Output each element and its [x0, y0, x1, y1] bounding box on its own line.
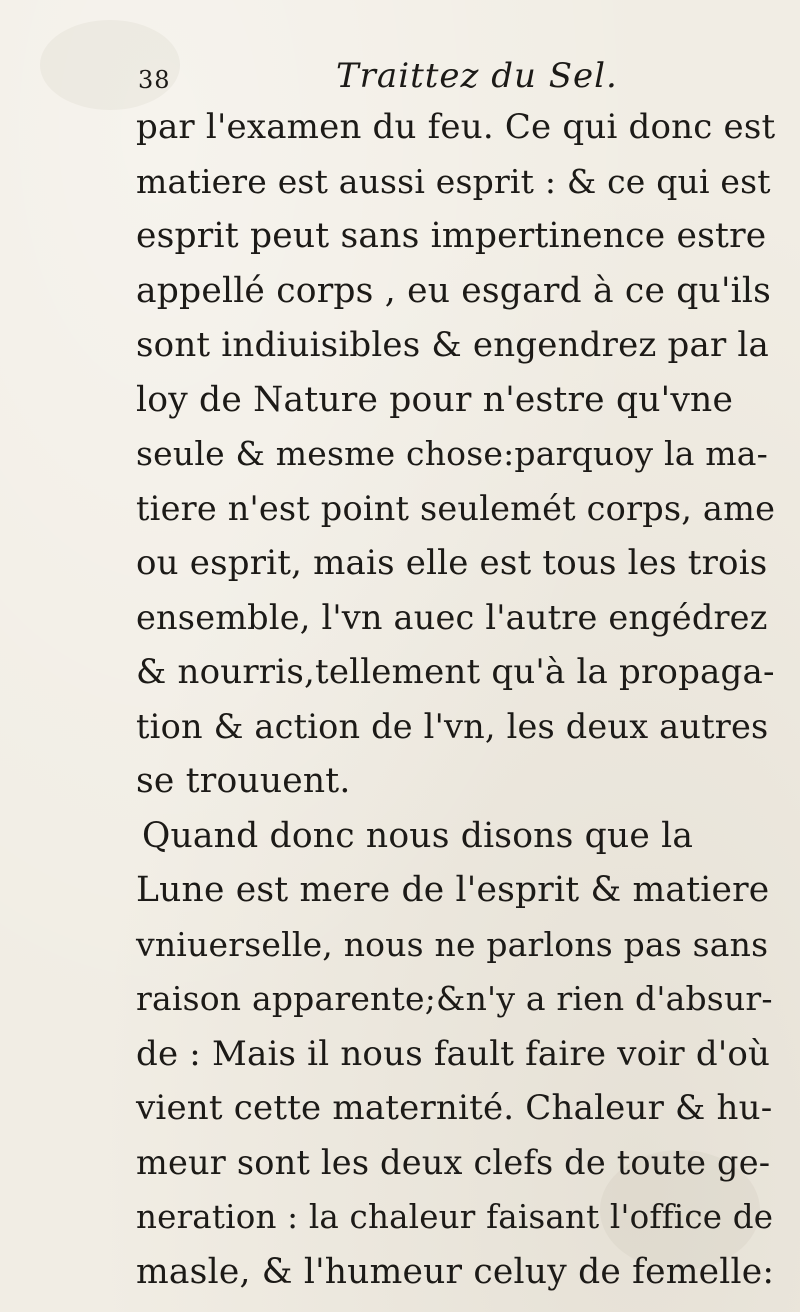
text-line: de : Mais il nous fault faire voir d'où: [136, 1033, 771, 1074]
text-line: par l'examen du feu. Ce qui donc est: [136, 107, 776, 147]
text-line: & nourris,tellement qu'à la propaga-: [136, 652, 775, 692]
text-line: loy de Nature pour n'estre qu'vne: [136, 379, 734, 420]
text-line: vient cette maternité. Chaleur & hu-: [136, 1088, 773, 1128]
text-line: meur sont les deux clefs de toute ge-: [136, 1142, 771, 1182]
running-title: Traittez du Sel.: [336, 56, 618, 96]
page-header: [138, 56, 758, 100]
text-line: appellé corps , eu esgard à ce qu'ils: [136, 270, 772, 311]
text-line: tion & action de l'vn, les deux autres: [136, 706, 769, 746]
text-line: se trouuent.: [136, 761, 351, 801]
body-text: [136, 100, 776, 1299]
text-line: ensemble, l'vn auec l'autre engédrez: [136, 597, 768, 637]
page-number: 38: [138, 66, 171, 94]
text-line: esprit peut sans impertinence estre: [136, 216, 767, 256]
paragraph-start-line: Quand donc nous disons que la: [142, 815, 694, 856]
text-line: seule & mesme chose:parquoy la ma-: [136, 434, 768, 473]
text-line: matiere est aussi esprit : & ce qui est: [136, 161, 771, 201]
text-line: tiere n'est point seulemét corps, ame: [136, 488, 776, 528]
text-line: ou esprit, mais elle est tous les trois: [136, 543, 768, 583]
text-line: neration : la chaleur faisant l'office de: [136, 1198, 774, 1236]
text-line: masle, & l'humeur celuy de femelle:: [136, 1251, 775, 1292]
text-line: vniuerselle, nous ne parlons pas sans: [136, 924, 769, 964]
text-line: Lune est mere de l'esprit & matiere: [136, 870, 770, 910]
text-line: sont indiuisibles & engendrez par la: [136, 325, 769, 365]
text-line: raison apparente;&n'y a rien d'absur-: [136, 979, 773, 1018]
